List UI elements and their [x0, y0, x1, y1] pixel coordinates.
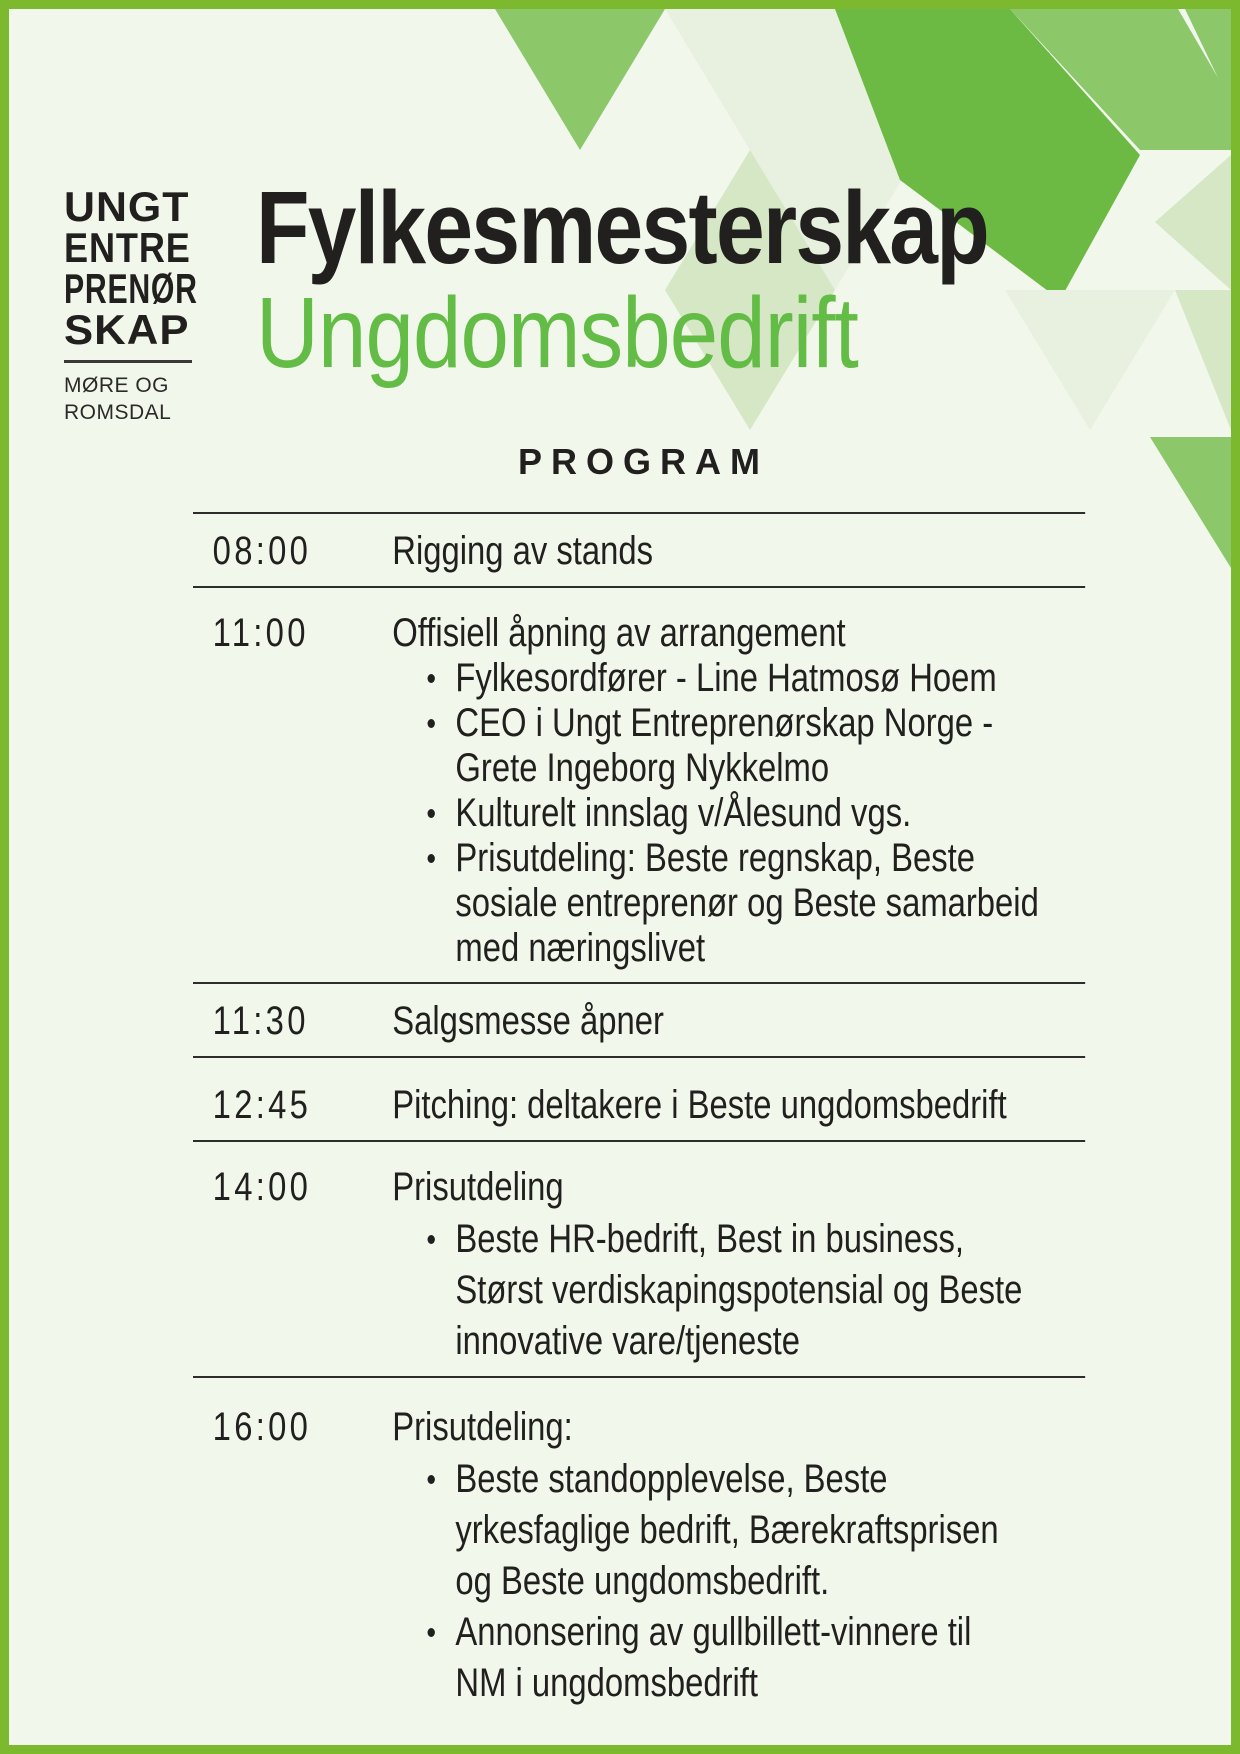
event-title: Offisiell åpning av arrangement [392, 611, 846, 655]
bullet-line: med næringslivet [455, 926, 706, 970]
event-title: Salgsmesse åpner [392, 999, 664, 1043]
schedule-row [193, 512, 1085, 586]
bullet-line: Beste standopplevelse, Beste [455, 1457, 888, 1501]
event-bullet [455, 656, 1085, 701]
event-title: Prisutdeling [392, 1165, 564, 1209]
bullet-line: Annonsering av gullbillett-vinnere til [455, 1610, 972, 1654]
event-title: Rigging av stands [392, 529, 653, 573]
schedule-row [193, 586, 1085, 982]
event-bullet [455, 701, 1085, 791]
event-time: 11:30 [212, 999, 309, 1043]
logo-region-line: ROMSDAL [64, 401, 172, 424]
event-content [392, 528, 1085, 574]
bullet-line: Kulturelt innslag v/Ålesund vgs. [455, 791, 912, 835]
bullet-line: CEO i Ungt Entreprenørskap Norge - [455, 701, 994, 745]
logo-divider [64, 360, 192, 363]
schedule-row [193, 1056, 1085, 1140]
bullet-line: Størst verdiskapingspotensial og Beste [455, 1268, 1023, 1312]
logo-line: SKAP [64, 306, 190, 353]
event-title: Prisutdeling: [392, 1405, 573, 1449]
logo-lines [64, 183, 250, 353]
page-title: Fylkesmesterskap [256, 170, 989, 285]
bullet-line: Fylkesordfører - Line Hatmosø Hoem [455, 656, 997, 700]
bullet-line: yrkesfaglige bedrift, Bærekraftsprisen [455, 1508, 999, 1552]
event-title: Pitching: deltakere i Beste ungdomsbedrift [392, 1083, 1007, 1127]
event-content [392, 998, 1085, 1044]
schedule-row [193, 1376, 1085, 1709]
event-content [392, 1404, 1085, 1709]
event-time: 14:00 [212, 1165, 312, 1209]
event-time: 12:45 [212, 1083, 312, 1127]
event-bullet [455, 1454, 1085, 1607]
event-time: 11:00 [212, 611, 309, 655]
event-bullet-list [392, 1454, 1085, 1709]
logo-line: UNGT [64, 183, 190, 230]
event-bullet-list [392, 1214, 1085, 1367]
program-heading: PROGRAM [518, 441, 769, 482]
logo-line: ENTRE [64, 224, 191, 271]
schedule-row [193, 982, 1085, 1056]
page-subtitle: Ungdomsbedrift [256, 277, 858, 389]
bullet-line: Beste HR-bedrift, Best in business, [455, 1217, 965, 1261]
event-time: 08:00 [212, 529, 312, 573]
event-bullet [455, 1607, 1085, 1709]
bullet-line: innovative vare/tjeneste [455, 1319, 801, 1363]
event-content [392, 1164, 1085, 1367]
event-content [392, 1082, 1085, 1128]
schedule-row [193, 1140, 1085, 1376]
bullet-line: Prisutdeling: Beste regnskap, Beste [455, 836, 976, 880]
logo-region-line: MØRE OG [64, 374, 170, 397]
logo-region-lines [64, 372, 250, 426]
event-time: 16:00 [212, 1405, 312, 1449]
event-bullet-list [392, 656, 1085, 971]
event-bullet [455, 1214, 1085, 1367]
event-content [392, 610, 1085, 971]
bullet-line: Grete Ingeborg Nykkelmo [455, 746, 830, 790]
bullet-line: og Beste ungdomsbedrift. [455, 1559, 830, 1603]
bullet-line: NM i ungdomsbedrift [455, 1661, 759, 1705]
ungt-entreprenorskap-logo [64, 183, 250, 426]
event-bullet [455, 791, 1085, 836]
logo-line: PRENØR [64, 265, 198, 312]
event-bullet [455, 836, 1085, 971]
bullet-line: sosiale entreprenør og Beste samarbeid [455, 881, 1039, 925]
schedule [193, 512, 1085, 1709]
